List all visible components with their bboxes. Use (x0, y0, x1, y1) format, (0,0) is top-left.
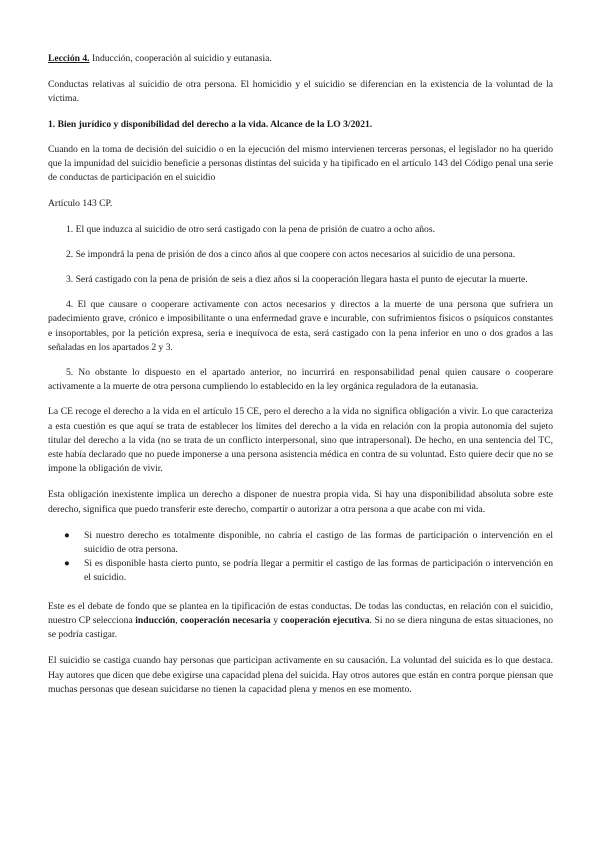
term-cooperacion-ejecutiva: cooperación ejecutiva (280, 614, 370, 626)
term-cooperacion-necesaria: cooperación necesaria (180, 614, 271, 626)
list-item (48, 557, 553, 585)
ce-paragraph: La CE recoge el derecho a la vida en el artículo 15 CE, pero el derecho a la vida no significa obligación a vivir. Lo que caracteriza a esta cuestión es que aquí se trata de establecer los límites del derecho a la vida en relación con la propia autonomía del sujeto titular del derecho a la vida (no se trata de un conflicto interpersonal, sino que intrapersonal). De hecho, en una sentencia del TC, este había declarado que no puede imponerse a una persona asistencia médica en contra de su voluntad. Esto quiere decir que no se impone la obligación de vivir. (48, 406, 553, 475)
document-page (48, 52, 553, 709)
debate-sep-2: y (270, 614, 281, 626)
context-paragraph: Cuando en la toma de decisión del suicidio o en la ejecución del mismo intervienen terceras personas, el legislador no ha querido que la impunidad del suicidio beneficie a personas distintas del suicida y ha tipificado en el artículo 143 del Código penal una serie de conductas de participación en el suicidio (48, 143, 553, 184)
lesson-label: Lección 4. (48, 53, 90, 64)
lesson-title-text: Inducción, cooperación al suicidio y eutanasia. (89, 53, 272, 64)
article-item-3: 3. Será castigado con la pena de prisión de seis a diez años si la cooperación llegara hasta el punto de ejecutar la muerte. (66, 274, 528, 286)
lesson-title (48, 52, 553, 66)
list-item-text: Si nuestro derecho es totalmente disponible, no cabría el castigo de las formas de participación o intervención en el suicidio de otra persona. (84, 529, 553, 556)
article-item-5: 5. No obstante lo dispuesto en el apartado anterior, no incurrirá en responsabilidad penal quien causare o cooperare activamente a la muerte de otra persona cumpliendo lo establecido en la ley orgánica reguladora de la eutanasia. (48, 367, 553, 393)
section-heading: 1. Bien jurídico y disponibilidad del derecho a la vida. Alcance de la LO 3/2021. (48, 118, 373, 130)
obligation-paragraph: Esta obligación inexistente implica un derecho a disponer de nuestra propia vida. Si hay una disponibilidad absoluta sobre este derecho, significa que puedo transferir este derecho, compartir o autorizar a otra persona a que acabe con mi vida. (48, 489, 553, 515)
article-label: Artículo 143 CP. (48, 198, 113, 210)
debate-paragraph (48, 600, 553, 643)
list-item (48, 529, 553, 557)
article-item-1: 1. El que induzca al suicidio de otro será castigado con la pena de prisión de cuatro a ocho años. (66, 223, 435, 235)
bullet-icon: ● (64, 558, 70, 570)
disponibility-list (48, 529, 553, 586)
debate-sep-1: , (175, 614, 181, 626)
article-item-2: 2. Se impondrá la pena de prisión de dos a cinco años al que coopere con actos necesarios al suicidio de una persona. (66, 248, 516, 260)
term-induccion: inducción (135, 614, 176, 626)
list-item-text: Si es disponible hasta cierto punto, se podría llegar a permitir el castigo de las formas de participación o intervención en el suicidio. (84, 558, 553, 584)
debate-text-2: . Si no se diera ninguna de estas situaciones, no se podría castigar. (48, 614, 554, 641)
final-paragraph: El suicidio se castiga cuando hay personas que participan activamente en su causación. La voluntad del suicida es lo que destaca. Hay autores que dicen que debe exigirse una capacidad plena del suicida. Hay otros autores que están en contra porque piensan que muchas personas que desean suicidarse no tienen la capacidad plena y menos en ese momento. (48, 655, 553, 695)
debate-text-1: Este es el debate de fondo que se plantea en la tipificación de estas conductas. De todas las conductas, en relación con el suicidio, nuestro CP selecciona (48, 600, 553, 626)
intro-paragraph: Conductas relativas al suicidio de otra persona. El homicidio y el suicidio se diferencian en la existencia de la voluntad de la víctima. (48, 79, 553, 105)
bullet-icon: ● (64, 529, 70, 541)
article-item-4: 4. El que causare o cooperare activamente con actos necesarios y directos a la muerte de una persona que sufriera un padecimiento grave, crónico e imposibilitante o una enfermedad grave e incurable, con sufrimientos físicos o psíquicos constantes e insoportables, por la petición expresa, seria e inequívoca de esta, será castigado con la pena inferior en uno o dos grados a las señaladas en los apartados 2 y 3. (48, 299, 553, 353)
